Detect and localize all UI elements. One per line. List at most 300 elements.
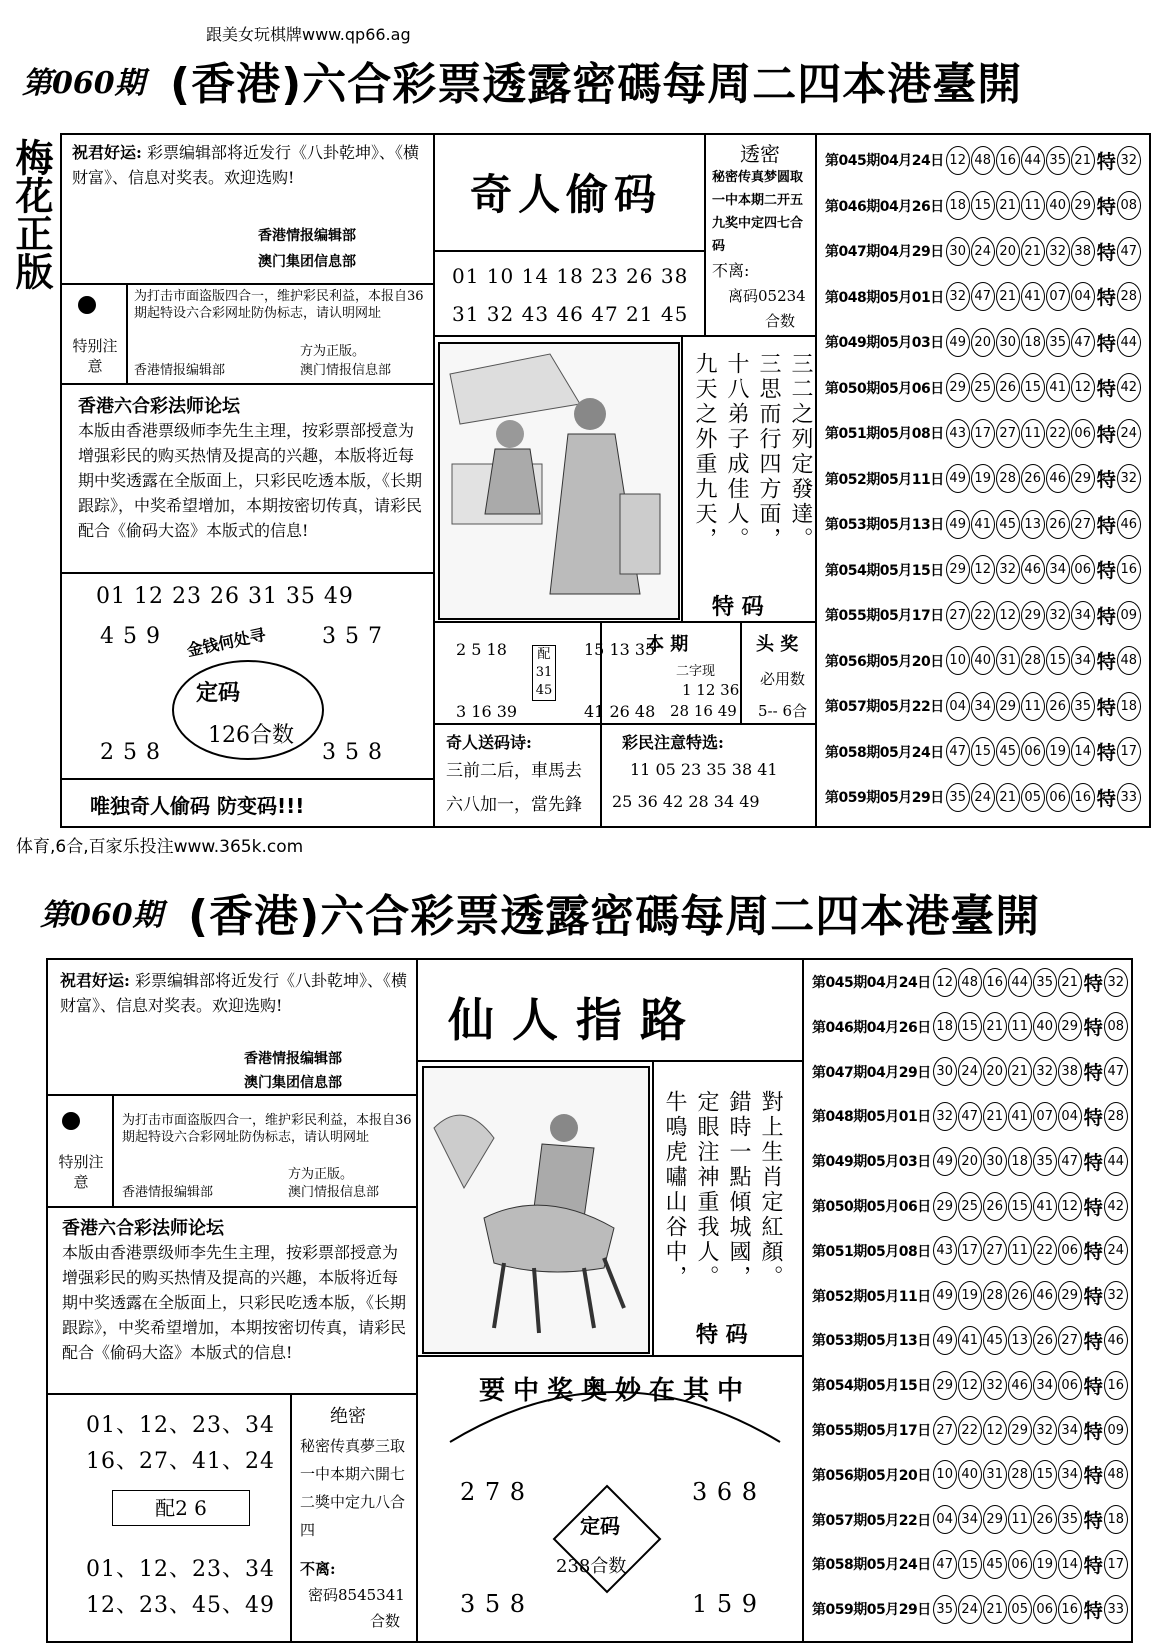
history-ball: 34	[1071, 601, 1095, 630]
history-special-ball: 46	[1104, 1326, 1128, 1355]
history-te-label: 特	[1096, 378, 1116, 400]
history-ball: 48	[958, 968, 982, 997]
history-label: 第053期05月13日	[812, 1333, 931, 1350]
history-ball: 32	[1033, 1416, 1057, 1445]
history-ball: 20	[983, 1057, 1007, 1086]
history-te-label: 特	[1083, 1062, 1103, 1085]
top-org2: 澳门集团信息部	[258, 254, 356, 270]
history-ball: 21	[1021, 237, 1045, 266]
history-ball: 34	[958, 1505, 982, 1534]
bottom-history-row	[812, 1544, 1129, 1584]
top-history-row	[825, 641, 1142, 681]
history-ball: 34	[1071, 646, 1095, 675]
history-ball: 27	[996, 419, 1020, 448]
top-q-left: 4 5 9	[100, 624, 161, 649]
history-ball: 29	[1008, 1416, 1032, 1445]
history-ball: 11	[1008, 1012, 1032, 1041]
history-ball: 28	[996, 464, 1020, 493]
history-ball: 26	[1046, 510, 1070, 539]
history-ball: 32	[1046, 237, 1070, 266]
top-history-row	[825, 368, 1142, 408]
top-site-line: 跟美女玩棋牌www.qp66.ag	[206, 25, 411, 44]
history-ball: 35	[1033, 968, 1057, 997]
top-q-arc: 金钱何处寻	[185, 624, 268, 661]
bomb-icon	[78, 296, 96, 314]
top-history-row	[825, 686, 1142, 726]
history-ball: 27	[946, 601, 970, 630]
top-songma-1: 三前二后，車馬去	[446, 761, 582, 781]
history-ball: 11	[1021, 191, 1045, 220]
top-q-center: 定码	[196, 681, 241, 706]
history-ball: 26	[1008, 1281, 1032, 1310]
history-ball: 29	[1021, 601, 1045, 630]
history-ball: 22	[958, 1416, 982, 1445]
history-ball: 29	[946, 555, 970, 584]
top-q-count: 126合数	[208, 723, 294, 748]
history-ball: 21	[1058, 968, 1082, 997]
top-illustration	[438, 342, 680, 620]
top-combo-left-top: 2 5 18	[456, 640, 507, 659]
history-special-ball: 33	[1117, 783, 1141, 812]
history-special-ball: 08	[1104, 1012, 1128, 1041]
history-special-ball: 32	[1117, 464, 1141, 493]
history-ball: 19	[1033, 1550, 1057, 1579]
history-ball: 40	[958, 1460, 982, 1489]
history-ball: 46	[1046, 464, 1070, 493]
history-ball: 12	[983, 1416, 1007, 1445]
history-te-label: 特	[1083, 1151, 1103, 1174]
history-ball: 35	[1033, 1147, 1057, 1176]
top-history-row	[825, 186, 1142, 226]
horse-rider-illustration-icon	[424, 1068, 648, 1352]
history-special-ball: 46	[1117, 510, 1141, 539]
history-ball: 06	[1033, 1595, 1057, 1624]
history-ball: 15	[958, 1012, 982, 1041]
bottom-history-row	[812, 1052, 1129, 1092]
bottom-buli-tail: 合数	[370, 1612, 401, 1630]
bottom-d-tr: 3 6 8	[692, 1478, 759, 1506]
history-label: 第059期05月29日	[812, 1602, 931, 1619]
history-special-ball: 32	[1104, 968, 1128, 997]
history-ball: 24	[958, 1057, 982, 1086]
history-special-ball: 09	[1104, 1416, 1128, 1445]
history-ball: 40	[971, 646, 995, 675]
history-ball: 21	[1071, 146, 1095, 175]
history-te-label: 特	[1096, 605, 1116, 628]
history-special-ball: 44	[1104, 1147, 1128, 1176]
history-special-ball: 08	[1117, 191, 1141, 220]
history-ball: 45	[996, 510, 1020, 539]
history-ball: 18	[933, 1012, 957, 1041]
bottom-poem-line-4: 牛鳴虎嘯山谷中，	[662, 1090, 687, 1290]
history-ball: 49	[933, 1147, 957, 1176]
top-q-right: 3 5 7	[322, 624, 383, 649]
history-ball: 05	[1021, 783, 1045, 812]
history-ball: 10	[946, 646, 970, 675]
top-forum-text: 本版由香港票级师李先生主理，按彩票部授意为增强彩民的购买热情及提高的兴趣，本版将近每期中奖透露在全版面上，只彩民吃透本版，《长期跟踪》，中奖希望增加，本期按密切传真，请彩民配合《偷码大盗》本版式的信息!	[78, 421, 423, 540]
history-ball: 43	[946, 419, 970, 448]
history-ball: 47	[933, 1550, 957, 1579]
top-songma-title: 奇人送码诗:	[446, 733, 532, 752]
bottom-notice-tail: 方为正版。	[288, 1167, 354, 1182]
bottom-d-count: 238合数	[556, 1556, 627, 1577]
top-history-list	[817, 140, 1151, 830]
history-label: 第046期04月26日	[812, 1019, 931, 1036]
history-ball: 40	[1033, 1012, 1057, 1041]
history-ball: 28	[983, 1281, 1007, 1310]
history-ball: 19	[971, 464, 995, 493]
bottom-history-row	[812, 1320, 1129, 1360]
history-ball: 30	[933, 1057, 957, 1086]
top-benqi-title: 本 期	[646, 634, 689, 655]
bottom-history-list	[804, 962, 1134, 1642]
bottom-greeting-text: 彩票编辑部将近发行《八卦乾坤》、《横财富》、信息对奖表。欢迎选购!	[60, 971, 408, 1015]
history-ball: 12	[946, 146, 970, 175]
history-ball: 21	[996, 282, 1020, 311]
history-ball: 20	[971, 328, 995, 357]
history-ball: 41	[1008, 1102, 1032, 1131]
bottom-d-tl: 2 7 8	[460, 1478, 527, 1506]
history-ball: 24	[971, 237, 995, 266]
history-ball: 16	[996, 146, 1020, 175]
bottom-d-bl: 3 5 8	[460, 1590, 527, 1618]
bottom-issue: 第060期	[40, 898, 163, 933]
history-label: 第047期04月29日	[812, 1064, 931, 1081]
history-label: 第051期05月08日	[812, 1243, 931, 1260]
history-ball: 06	[1058, 1236, 1082, 1265]
top-combo-left-bot: 3 16 39	[456, 702, 518, 721]
history-ball: 35	[1071, 692, 1095, 721]
history-ball: 28	[1021, 646, 1045, 675]
history-ball: 27	[983, 1236, 1007, 1265]
history-label: 第054期05月15日	[825, 562, 944, 579]
history-ball: 26	[1033, 1326, 1057, 1355]
history-ball: 28	[1008, 1460, 1032, 1489]
history-special-ball: 42	[1104, 1192, 1128, 1221]
history-ball: 04	[1071, 282, 1095, 311]
history-ball: 16	[983, 968, 1007, 997]
history-special-ball: 44	[1117, 328, 1141, 357]
top-poem-line-2: 三思而行四方面，	[756, 352, 781, 552]
top-notice-text: 为打击市面盗版四合一，维护彩民利益，本报自36期起特设六合彩网址防伪标志，请认明网址	[134, 289, 424, 321]
history-ball: 32	[933, 1102, 957, 1131]
top-poem	[688, 352, 816, 582]
history-ball: 19	[958, 1281, 982, 1310]
history-special-ball: 16	[1104, 1371, 1128, 1400]
top-secret-text: 秘密传真梦圆取一中本期二开五九奖中定四七合码	[712, 170, 804, 254]
history-label: 第050期05月06日	[812, 1199, 931, 1215]
top-buli-text: 离码05234	[728, 287, 806, 305]
history-te-label: 特	[1096, 287, 1116, 309]
history-ball: 26	[1033, 1505, 1057, 1534]
history-ball: 13	[1021, 510, 1045, 539]
history-te-label: 特	[1083, 1465, 1103, 1488]
top-forum-numbers: 01 12 23 26 31 35 49	[96, 584, 354, 609]
bottom-d-br: 1 5 9	[692, 1590, 759, 1618]
history-ball: 46	[1008, 1371, 1032, 1400]
history-te-label: 特	[1083, 1510, 1103, 1533]
history-te-label: 特	[1083, 1330, 1103, 1353]
history-label: 第045期04月24日	[825, 153, 944, 169]
history-ball: 30	[983, 1147, 1007, 1176]
history-special-ball: 16	[1117, 555, 1141, 584]
history-special-ball: 24	[1104, 1236, 1128, 1265]
history-ball: 19	[1046, 737, 1070, 766]
bottom-buli-text: 密码8545341	[308, 1586, 405, 1604]
history-special-ball: 48	[1104, 1460, 1128, 1489]
history-ball: 06	[1071, 555, 1095, 584]
history-label: 第052期05月11日	[812, 1288, 931, 1305]
top-forum-title: 香港六合彩法师论坛	[78, 396, 240, 417]
top-notice-org1: 香港情报编辑部	[134, 363, 226, 378]
history-label: 第052期05月11日	[825, 471, 944, 488]
history-ball: 14	[1058, 1550, 1082, 1579]
history-ball: 35	[1046, 146, 1070, 175]
top-benqi-2: 28 16 49	[670, 702, 737, 720]
scholars-illustration-icon	[440, 344, 678, 618]
history-te-label: 特	[1083, 1599, 1103, 1622]
bottom-tema: 特 码	[696, 1323, 748, 1348]
history-special-ball: 33	[1104, 1595, 1128, 1624]
history-label: 第048期05月01日	[812, 1109, 931, 1126]
history-ball: 12	[996, 601, 1020, 630]
history-ball: 47	[1058, 1147, 1082, 1176]
history-ball: 17	[971, 419, 995, 448]
history-ball: 10	[933, 1460, 957, 1489]
history-ball: 07	[1046, 282, 1070, 311]
history-ball: 49	[946, 464, 970, 493]
bottom-forum-text: 本版由香港票级师李先生主理，按彩票部授意为增强彩民的购买热情及提高的兴趣，本版将近每期中奖透露在全版面上，只彩民吃透本版，《长期跟踪》，中奖希望增加，本期按密切传真，请彩民配合《偷码大盗》本版式的信息!	[62, 1243, 407, 1362]
history-ball: 29	[933, 1192, 957, 1221]
bottom-history-row	[812, 1231, 1129, 1271]
history-ball: 22	[1033, 1236, 1057, 1265]
bottom-org1: 香港情报编辑部	[244, 1051, 342, 1067]
history-ball: 40	[1046, 191, 1070, 220]
top-history-row	[825, 231, 1142, 271]
bottom-arc-text: 要中奖奥妙在其中	[478, 1376, 751, 1406]
history-ball: 27	[933, 1416, 957, 1445]
bottom-list-1: 01、12、23、34	[86, 1413, 275, 1438]
history-ball: 12	[933, 968, 957, 997]
history-ball: 41	[1021, 282, 1045, 311]
history-te-label: 特	[1096, 696, 1116, 719]
bottom-notice-badge: 特别注意	[58, 1153, 104, 1191]
history-ball: 46	[1033, 1281, 1057, 1310]
history-ball: 15	[1033, 1460, 1057, 1489]
history-ball: 06	[1058, 1371, 1082, 1400]
history-ball: 48	[971, 146, 995, 175]
history-special-ball: 09	[1117, 601, 1141, 630]
bottom-bomb-icon	[62, 1112, 80, 1130]
bottom-history-row	[812, 962, 1129, 1002]
history-label: 第056期05月20日	[812, 1467, 931, 1484]
top-org1: 香港情报编辑部	[258, 228, 356, 244]
history-ball: 34	[1033, 1371, 1057, 1400]
top-toujiang-sub: 必用数	[760, 670, 806, 688]
top-greeting-text: 彩票编辑部将近发行《八卦乾坤》、《横财富》、信息对奖表。欢迎选购!	[72, 143, 420, 187]
top-issue: 第060期	[22, 66, 145, 101]
bottom-history-row	[812, 1365, 1129, 1405]
history-label: 第058期05月24日	[825, 744, 944, 761]
history-ball: 26	[996, 373, 1020, 402]
history-special-ball: 32	[1104, 1281, 1128, 1310]
history-ball: 32	[996, 555, 1020, 584]
history-label: 第047期04月29日	[825, 244, 944, 260]
history-label: 第058期05月24日	[812, 1557, 931, 1574]
side-label: 梅花正版	[9, 138, 53, 290]
history-te-label: 特	[1096, 787, 1116, 810]
top-poem-line-3: 十八弟子成佳人。	[724, 352, 749, 552]
bottom-arc-slogan	[440, 1362, 790, 1452]
bottom-history-row	[812, 1096, 1129, 1136]
bottom-secret-title: 绝密	[330, 1406, 366, 1427]
history-special-ball: 47	[1104, 1057, 1128, 1086]
history-label: 第049期05月03日	[812, 1154, 931, 1171]
bottom-history-row	[812, 1141, 1129, 1181]
history-ball: 06	[1008, 1550, 1032, 1579]
history-special-ball: 42	[1117, 373, 1141, 402]
history-special-ball: 28	[1117, 282, 1141, 311]
history-ball: 11	[1008, 1505, 1032, 1534]
bottom-buli-title: 不离:	[300, 1560, 336, 1578]
history-ball: 45	[996, 737, 1020, 766]
history-ball: 34	[971, 692, 995, 721]
history-ball: 27	[1058, 1326, 1082, 1355]
history-ball: 43	[933, 1236, 957, 1265]
bottom-d-center: 定码	[580, 1514, 620, 1538]
history-te-label: 特	[1096, 150, 1116, 173]
history-te-label: 特	[1083, 1286, 1103, 1309]
top-greeting	[72, 140, 424, 190]
top-q-br: 3 5 8	[322, 740, 383, 765]
history-ball: 24	[971, 783, 995, 812]
history-ball: 18	[1008, 1147, 1032, 1176]
bottom-pei: 配2 6	[112, 1490, 250, 1526]
history-label: 第057期05月22日	[812, 1512, 931, 1529]
history-te-label: 特	[1096, 742, 1116, 764]
bottom-history-row	[812, 1007, 1129, 1047]
history-ball: 21	[1008, 1057, 1032, 1086]
top-slogan: 唯独奇人偷码 防变码!!!	[90, 794, 305, 818]
history-te-label: 特	[1096, 469, 1116, 491]
history-ball: 07	[1033, 1102, 1057, 1131]
history-te-label: 特	[1083, 1375, 1103, 1398]
history-ball: 22	[1046, 419, 1070, 448]
history-ball: 18	[1021, 328, 1045, 357]
history-ball: 30	[996, 328, 1020, 357]
history-ball: 31	[996, 646, 1020, 675]
bottom-list-3: 01、12、23、34	[86, 1557, 275, 1582]
bottom-poem	[658, 1090, 786, 1310]
history-ball: 29	[983, 1505, 1007, 1534]
history-ball: 06	[1046, 783, 1070, 812]
history-ball: 45	[983, 1550, 1007, 1579]
top-notice-badge: 特别注意	[72, 337, 118, 375]
history-te-label: 特	[1096, 241, 1116, 264]
bottom-list-4: 12、23、45、49	[86, 1593, 275, 1618]
history-ball: 49	[946, 510, 970, 539]
history-ball: 17	[958, 1236, 982, 1265]
bottom-history-row	[812, 1455, 1129, 1495]
history-ball: 22	[971, 601, 995, 630]
history-ball: 26	[1021, 464, 1045, 493]
history-ball: 25	[971, 373, 995, 402]
top-benqi-sub: 二字现	[676, 664, 716, 679]
top-history-row	[825, 459, 1142, 499]
top-combo-mid: 配 31 45	[532, 645, 556, 701]
bottom-poem-line-3: 定眼注神重我人。	[694, 1090, 719, 1290]
top-toujiang-val: 5-- 6合	[758, 702, 807, 720]
history-ball: 20	[996, 237, 1020, 266]
history-te-label: 特	[1083, 1554, 1103, 1577]
history-label: 第050期05月06日	[825, 380, 944, 397]
history-ball: 30	[946, 237, 970, 266]
history-ball: 06	[1071, 419, 1095, 448]
history-te-label: 特	[1096, 196, 1116, 218]
history-ball: 11	[1008, 1236, 1032, 1265]
history-ball: 15	[1021, 373, 1045, 402]
bottom-history-row	[812, 1276, 1129, 1316]
top-greeting-title: 祝君好运:	[72, 143, 142, 162]
history-ball: 35	[933, 1595, 957, 1624]
history-label: 第049期05月03日	[825, 335, 944, 351]
history-ball: 21	[983, 1102, 1007, 1131]
history-ball: 14	[1071, 737, 1095, 766]
history-te-label: 特	[1083, 1106, 1103, 1129]
history-label: 第051期05月08日	[825, 426, 944, 442]
bottom-history-row	[812, 1186, 1129, 1226]
top-caimin-2: 25 36 42 28 34 49	[612, 792, 760, 811]
top-combo-right-bot: 41 26 48	[584, 702, 656, 721]
history-ball: 35	[1046, 328, 1070, 357]
history-ball: 49	[933, 1281, 957, 1310]
history-ball: 12	[971, 555, 995, 584]
history-ball: 29	[1058, 1281, 1082, 1310]
bottom-history-row	[812, 1500, 1129, 1540]
history-te-label: 特	[1083, 1196, 1103, 1219]
history-special-ball: 18	[1117, 692, 1141, 721]
history-ball: 32	[946, 282, 970, 311]
history-special-ball: 47	[1117, 237, 1141, 266]
history-ball: 16	[1058, 1595, 1082, 1624]
bottom-list-2: 16、27、41、24	[86, 1449, 275, 1474]
history-ball: 04	[933, 1505, 957, 1534]
top-benqi-1: 1 12 36	[682, 681, 740, 699]
history-ball: 44	[1008, 968, 1032, 997]
history-ball: 29	[996, 692, 1020, 721]
history-ball: 26	[983, 1192, 1007, 1221]
top-history-row	[825, 777, 1142, 817]
history-special-ball: 48	[1117, 646, 1141, 675]
history-ball: 24	[958, 1595, 982, 1624]
bottom-secret-text: 秘密传真夢三取一中本期六開七二獎中定九八合四	[300, 1437, 406, 1539]
history-ball: 46	[1021, 555, 1045, 584]
history-ball: 05	[1008, 1595, 1032, 1624]
history-te-label: 特	[1096, 651, 1116, 673]
history-te-label: 特	[1096, 514, 1116, 537]
bottom-poem-line-2: 錯時一點傾城國，	[726, 1090, 751, 1290]
history-ball: 32	[983, 1371, 1007, 1400]
history-ball: 47	[1071, 328, 1095, 357]
bottom-title: (香港)六合彩票透露密碼每周二四本港臺開	[188, 891, 1041, 942]
bottom-history-row	[812, 1589, 1129, 1629]
bottom-history-row	[812, 1410, 1129, 1450]
history-ball: 34	[1046, 555, 1070, 584]
history-ball: 44	[1021, 146, 1045, 175]
history-ball: 29	[1071, 464, 1095, 493]
history-ball: 16	[1071, 783, 1095, 812]
top-poem-line-4: 九天之外重九天，	[692, 352, 717, 552]
